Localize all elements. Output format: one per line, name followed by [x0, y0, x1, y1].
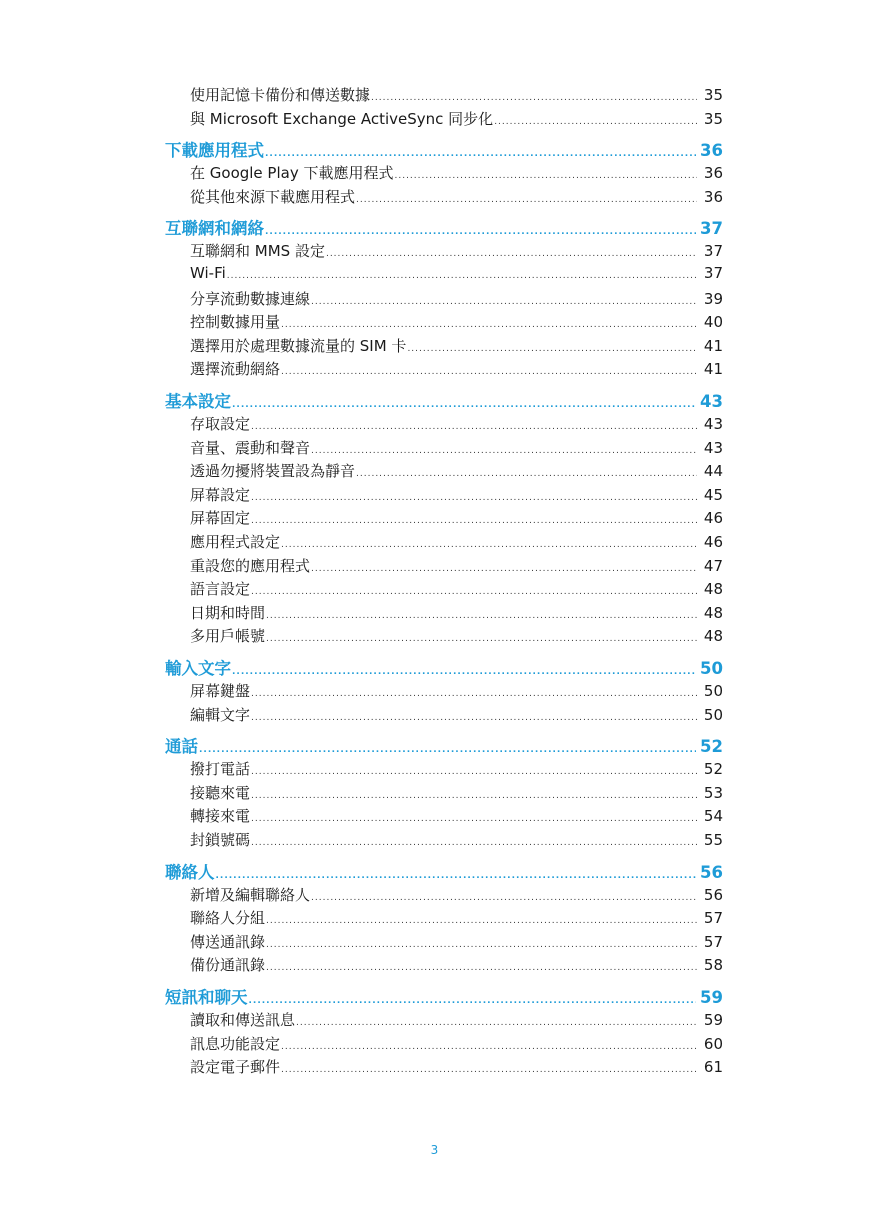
toc-entry-title: 透過勿擾將裝置設為靜音: [190, 462, 356, 481]
toc-entry[interactable]: [190, 335, 723, 356]
dot-leader: [281, 1042, 697, 1052]
toc-section-page: 52: [700, 737, 723, 757]
toc-entry-page: 43: [703, 438, 723, 457]
dot-leader: [266, 916, 697, 926]
toc-entry[interactable]: [190, 240, 723, 261]
dot-leader: [251, 791, 697, 801]
toc-entry-title: 使用記憶卡備份和傳送數據: [190, 86, 371, 104]
toc-entry[interactable]: [190, 288, 723, 309]
toc-entry-page: 52: [703, 760, 723, 779]
toc-entry-page: 43: [703, 415, 723, 433]
toc-entry-page: 50: [703, 705, 723, 724]
dot-leader: [251, 493, 697, 503]
toc-entry-title: 與 Microsoft Exchange ActiveSync 同步化: [190, 109, 494, 128]
toc-entry-page: 48: [703, 603, 723, 622]
toc-entry-title: 分享流動數據連線: [190, 289, 311, 308]
toc-section-title: 互聯網和網絡: [165, 219, 264, 239]
toc-entry[interactable]: [190, 704, 723, 725]
toc-entry[interactable]: [190, 437, 723, 458]
dot-leader: [251, 814, 697, 824]
toc-entry[interactable]: [190, 413, 723, 434]
toc-entry-page: 48: [703, 580, 723, 599]
toc-entry-page: 61: [703, 1058, 723, 1077]
toc-entry-title: 控制數據用量: [190, 313, 281, 332]
toc-entry-page: 39: [703, 289, 723, 308]
toc-entry[interactable]: [190, 531, 723, 552]
toc-entry-title: 接聽來電: [190, 783, 251, 802]
toc-entry-title: 訊息功能設定: [190, 1034, 281, 1053]
dot-leader: [251, 516, 697, 526]
toc-entry[interactable]: [190, 931, 723, 952]
dot-leader: [281, 320, 697, 330]
toc-entry[interactable]: [190, 829, 723, 850]
toc-entry-title: 屏幕鍵盤: [190, 682, 251, 700]
dot-leader: [251, 713, 697, 723]
dot-leader: [266, 963, 697, 973]
toc-entry-page: 41: [703, 360, 723, 379]
dot-leader: [265, 149, 696, 159]
toc-entry[interactable]: [190, 758, 723, 779]
toc-section[interactable]: [165, 137, 723, 161]
toc-entry-title: 新增及編輯聯絡人: [190, 885, 311, 904]
toc-section[interactable]: [165, 655, 723, 679]
dot-leader: [407, 344, 697, 354]
dot-leader: [281, 367, 697, 377]
toc-entry[interactable]: [190, 625, 723, 646]
toc-entry[interactable]: [190, 1033, 723, 1054]
toc-entry[interactable]: [190, 186, 723, 207]
toc-entry[interactable]: [190, 484, 723, 505]
toc-entry-title: 重設您的應用程式: [190, 556, 311, 575]
toc-entry-title: 屏幕設定: [190, 485, 251, 504]
dot-leader: [251, 767, 697, 777]
toc-section-title: 輸入文字: [165, 659, 231, 678]
toc-entry-page: 44: [703, 462, 723, 481]
toc-section-title: 聯絡人: [165, 862, 215, 882]
toc-entry[interactable]: [190, 460, 723, 481]
dot-leader: [232, 667, 696, 677]
toc-entry[interactable]: [190, 680, 723, 701]
toc-section-page: 50: [700, 659, 723, 678]
toc-section-title: 通話: [165, 737, 198, 757]
toc-entry-page: 36: [703, 187, 723, 206]
dot-leader: [356, 469, 697, 479]
dot-leader: [266, 611, 697, 621]
toc-entry-title: 應用程式設定: [190, 533, 281, 551]
dot-leader: [311, 446, 697, 456]
toc-entry-page: 58: [703, 956, 723, 975]
toc-entry-title: 在 Google Play 下載應用程式: [190, 164, 394, 183]
toc-section-page: 36: [700, 141, 723, 161]
dot-leader: [356, 195, 697, 205]
toc-section-page: 56: [700, 862, 723, 882]
toc-section[interactable]: [165, 859, 723, 883]
toc-entry[interactable]: [190, 507, 723, 528]
toc-entry-page: 53: [703, 783, 723, 802]
toc-entry-title: 音量、震動和聲音: [190, 438, 311, 457]
dot-leader: [311, 893, 697, 903]
toc-entry-title: 選擇用於處理數據流量的 SIM 卡: [190, 336, 407, 355]
dot-leader: [251, 689, 697, 699]
toc-entry-page: 36: [703, 164, 723, 183]
toc-section-title: 短訊和聊天: [165, 988, 248, 1007]
toc-entry-page: 37: [703, 264, 723, 282]
toc-section-page: 59: [700, 988, 723, 1007]
dot-leader: [265, 227, 696, 237]
toc-entry-title: 存取設定: [190, 415, 251, 433]
toc-entry-page: 54: [703, 807, 723, 826]
dot-leader: [394, 171, 697, 181]
toc-entry-page: 50: [703, 682, 723, 700]
toc-entry-title: 封鎖號碼: [190, 831, 251, 849]
toc-entry-page: 37: [703, 242, 723, 261]
toc-entry-title: 編輯文字: [190, 705, 251, 724]
dot-leader: [326, 249, 697, 259]
toc-entry[interactable]: [190, 1056, 723, 1077]
toc-entry-page: 47: [703, 556, 723, 575]
toc-entry[interactable]: [190, 954, 723, 975]
dot-leader: [371, 93, 697, 103]
toc-entry-page: 46: [703, 533, 723, 551]
toc-section[interactable]: [165, 388, 723, 412]
toc-entry-page: 40: [703, 313, 723, 332]
dot-leader: [251, 422, 697, 432]
toc-entry-title: 選擇流動網絡: [190, 360, 281, 379]
toc-entry-title: 撥打電話: [190, 760, 251, 779]
page-number: 3: [430, 1143, 439, 1157]
toc-entry-page: 55: [703, 831, 723, 849]
toc-entry[interactable]: [190, 264, 723, 282]
toc-entry-page: 41: [703, 336, 723, 355]
dot-leader: [216, 871, 697, 881]
toc-entry-title: 傳送通訊錄: [190, 932, 266, 951]
dot-leader: [281, 540, 697, 550]
toc-entry[interactable]: [190, 311, 723, 332]
dot-leader: [199, 745, 696, 755]
toc-entry-title: 屏幕固定: [190, 509, 251, 528]
dot-leader: [296, 1018, 697, 1028]
toc-entry-page: 56: [703, 885, 723, 904]
toc-entry[interactable]: [190, 907, 723, 928]
toc-entry-page: 59: [703, 1011, 723, 1029]
toc-entry-page: 35: [703, 109, 723, 128]
toc-section[interactable]: [165, 733, 723, 757]
toc-entry-page: 46: [703, 509, 723, 528]
toc-entry[interactable]: [190, 805, 723, 826]
dot-leader: [251, 587, 697, 597]
toc-entry[interactable]: [190, 108, 723, 129]
toc-entry-page: 60: [703, 1034, 723, 1053]
toc-entry[interactable]: [190, 555, 723, 576]
dot-leader: [311, 564, 697, 574]
toc-entry[interactable]: [190, 358, 723, 379]
toc-entry-page: 45: [703, 485, 723, 504]
toc-section[interactable]: [165, 984, 723, 1008]
dot-leader: [281, 1065, 697, 1075]
toc-entry-title: 聯絡人分組: [190, 909, 266, 928]
toc-entry[interactable]: [190, 1009, 723, 1030]
toc-entry-page: 48: [703, 627, 723, 646]
toc-section-page: 37: [700, 219, 723, 239]
toc-entry-title: 從其他來源下載應用程式: [190, 187, 356, 206]
dot-leader: [266, 940, 697, 950]
toc-section-title: 下載應用程式: [165, 141, 264, 161]
toc-entry[interactable]: [190, 884, 723, 905]
dot-leader: [494, 117, 697, 127]
toc-entry[interactable]: [190, 578, 723, 599]
toc-section-page: 43: [700, 392, 723, 411]
toc-entry[interactable]: [190, 162, 723, 183]
toc-entry-title: 日期和時間: [190, 603, 266, 622]
toc-entry-page: 35: [703, 86, 723, 104]
toc-entry-title: 語言設定: [190, 580, 251, 599]
toc-entry-title: 互聯網和 MMS 設定: [190, 242, 325, 261]
toc-entry-page: 57: [703, 909, 723, 928]
dot-leader: [232, 400, 696, 410]
toc-section[interactable]: [165, 215, 723, 239]
toc-entry-title: Wi-Fi: [190, 264, 226, 282]
toc-entry-page: 57: [703, 932, 723, 951]
toc-entry-title: 轉接來電: [190, 807, 251, 826]
toc-entry[interactable]: [190, 84, 723, 105]
toc-entry-title: 多用戶帳號: [190, 627, 266, 646]
toc-entry[interactable]: [190, 782, 723, 803]
dot-leader: [266, 634, 697, 644]
toc-entry-title: 讀取和傳送訊息: [190, 1011, 296, 1029]
toc-section-title: 基本設定: [165, 392, 231, 411]
dot-leader: [249, 996, 697, 1006]
dot-leader: [311, 297, 697, 307]
toc-entry-title: 設定電子郵件: [190, 1058, 281, 1077]
dot-leader: [227, 271, 697, 281]
toc-entry[interactable]: [190, 602, 723, 623]
dot-leader: [251, 838, 697, 848]
toc-entry-title: 備份通訊錄: [190, 956, 266, 975]
